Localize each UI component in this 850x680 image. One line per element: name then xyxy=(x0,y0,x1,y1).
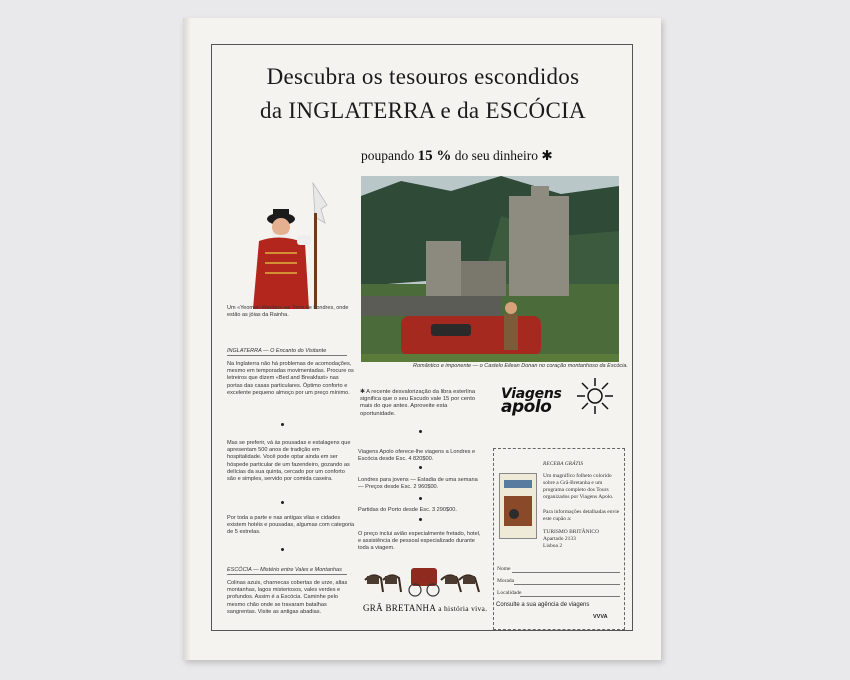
bullet-dot xyxy=(419,466,422,469)
logo-line-1: Viagens xyxy=(501,386,562,402)
headline-line-2: da INGLATERRA e da ESCÓCIA xyxy=(260,98,586,123)
bullet-dot xyxy=(281,423,284,426)
tagline xyxy=(361,148,553,165)
coupon-field-address-label: Morada xyxy=(497,578,515,584)
devaluation-note: ✱ A recente desvalorização da libra esterlina significa que o seu Escudo vale 15 por cento mais do que antes. Aproveite esta oportunidade. xyxy=(360,389,476,417)
paragraph-hoteis: Por toda a parte e nas antigas vilas e cidades existem hotéis e pousadas, algumas com categoria de 5 estrelas. xyxy=(227,515,355,536)
section-inglaterra-body: Na Inglaterra não há problemas de acomodações, mesmo em temporadas movimentadas. Procure os letreiros que dizem «Bed and Breakfast» nas portas das casas particulares. Óptimo conforto e excelente pequeno almoço por um preço mínimo. xyxy=(227,361,354,396)
sun-icon xyxy=(577,378,613,414)
coupon-field-locality-label: Localidade xyxy=(497,590,522,596)
offer-jovens: Londres para jovens — Estadia de uma semana — Preços desde Esc. 2 960$00. xyxy=(358,477,478,491)
consult-agency-text: Consulte a sua agência de viagens xyxy=(496,602,590,608)
tagline-prefix: poupando xyxy=(361,148,415,163)
page-spine xyxy=(183,18,191,660)
guard-caption: Um «Yeoman Warder» na Torre de Londres, onde estão as jóias da Rainha. xyxy=(227,305,349,318)
logo-line-2: apolo xyxy=(501,397,552,417)
coupon-field-name-label: Nome xyxy=(497,566,511,572)
agency-signature: VVVA xyxy=(593,614,608,620)
offer-includes: O preço inclui avião especialmente fretado, hotel, e assistência de pessoal especializado durante toda a viagem. xyxy=(358,531,481,552)
footer-tagline: a história viva. xyxy=(438,604,488,613)
paragraph-pousadas: Mas se preferir, vá às pousadas e estalagens que apresentam 500 anos de tradição em hospitalidade. Você pode optar ainda em ser hóspede particular de um fazendeiro, gozando as delícias da sua quinta, cercado por um conforto são e simples, servido por comida caseira. xyxy=(227,440,351,483)
coupon-title: RECEBA GRÁTIS xyxy=(543,461,584,467)
coupon-info: Para informações detalhadas envie este cupão a: xyxy=(543,509,620,522)
bullet-dot xyxy=(281,548,284,551)
section-escocia-title: ESCÓCIA — Mistério entre Vales e Montanhas xyxy=(227,567,347,575)
brochure-image xyxy=(499,473,537,539)
offer-londres-escocia: Viagens Apolo oferece-lhe viagens a Londres e Escócia desde Esc. 4 820$00. xyxy=(358,449,476,463)
bullet-dot xyxy=(419,430,422,433)
offer-porto: Partidas do Porto desde Esc. 3 290$00. xyxy=(358,507,457,513)
coupon-name-line[interactable] xyxy=(512,572,620,573)
coupon-body: Um magnífico folheto colorido sobre a Grã-Bretanha e um programa completo dos Tours organizados por Viagens Apolo. xyxy=(543,473,614,500)
bullet-dot xyxy=(281,501,284,504)
footer-title: GRÃ BRETANHA xyxy=(363,603,436,613)
coupon-address-1: TURISMO BRITÂNICO xyxy=(543,529,600,535)
castle-caption: Romântico e imponente — o Castelo Eilean Donan no coração montanhoso da Escócia. xyxy=(413,363,628,369)
headline xyxy=(223,60,623,128)
headline-line-1: Descubra os tesouros escondidos xyxy=(266,64,580,89)
tagline-suffix: do seu dinheiro ✱ xyxy=(454,148,553,163)
section-escocia-body: Colinas azuis, charnecas cobertas de urze, altas montanhas, lagos misteriosos, vales verdes e profundos. Assim é a Escócia. Caminhe pelo mesmo chão onde se travaram batalhas sangrentas. Visite as antigas abadias. xyxy=(227,580,348,615)
coupon-address-2: Apartado 2133 xyxy=(543,536,576,542)
section-inglaterra-title: INGLATERRA — O Encanto do Visitante xyxy=(227,348,347,356)
tagline-amount: 15 % xyxy=(417,148,452,164)
bullet-dot xyxy=(419,518,422,521)
viagens-apolo-logo xyxy=(501,386,562,417)
bullet-dot xyxy=(419,497,422,500)
yeoman-warder-photo xyxy=(235,178,345,318)
coupon-address-line[interactable] xyxy=(514,584,620,585)
coupon-locality-line[interactable] xyxy=(520,596,620,597)
coupon-address-3: Lisboa 2 xyxy=(543,543,563,549)
gra-bretanha-footer xyxy=(363,603,487,613)
castle-photo xyxy=(361,176,619,362)
royal-coach-illustration xyxy=(361,562,483,602)
